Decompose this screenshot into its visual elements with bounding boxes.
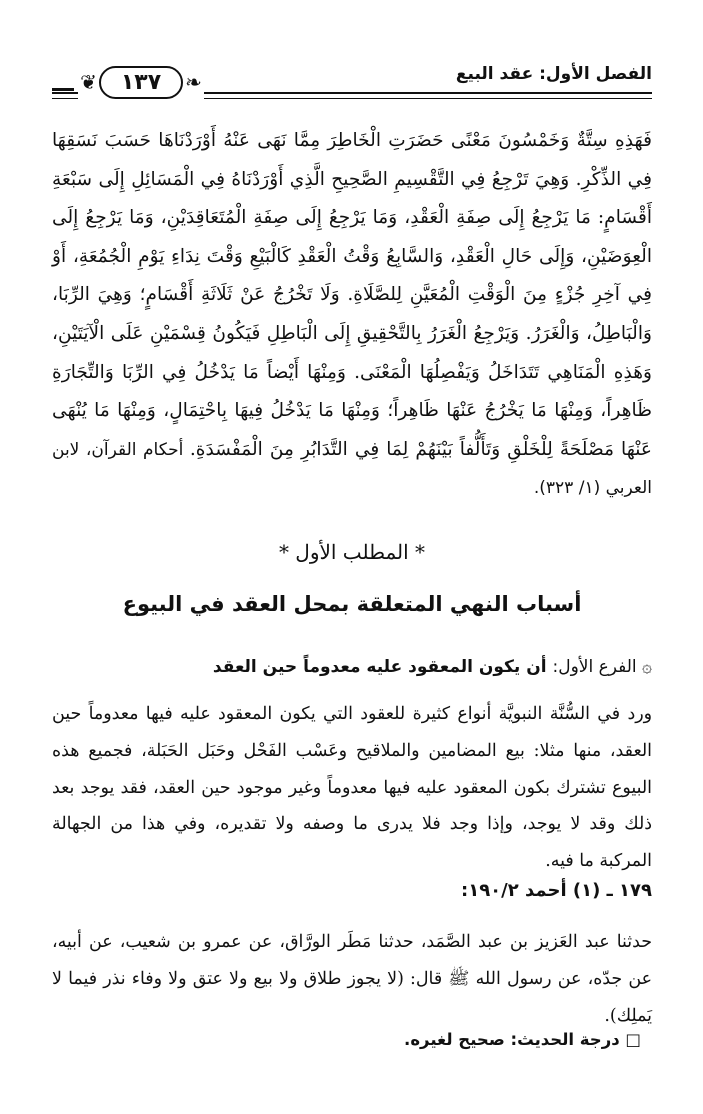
hadith-grade: □ درجة الحديث: صحيح لغيره.: [404, 1030, 641, 1049]
quoted-passage: [52, 122, 652, 508]
bullet-icon: ۞: [636, 657, 652, 677]
hadith-heading: ١٧٩ ـ (١) أحمد ١٩٠/٢:: [461, 880, 652, 901]
chapter-title: الفصل الأول: عقد البيع: [446, 64, 652, 84]
sub-heading: [213, 656, 652, 677]
page-header: [52, 58, 652, 108]
section-title: أسباب النهي المتعلقة بمحل العقد في البيوع: [122, 592, 582, 616]
header-dash: [52, 88, 74, 91]
paragraph-1: ورد في السُّنَّة النبويَّة أنواع كثيرة للعقود التي يكون المعقود عليه فيها معدوماً حين العقد، منها مثلا: بيع المضامين والملاقيح وعَسْب الفَحْل وحَبَل الحَبَلة، فجميع هذه البيوع تشترك بكون المعقود عليه فيها معدوماً وغير موجود حين العقد، فقد يوجد بعد ذلك وقد لا يوجد، وإذا وجد فلا يدرى ما وصفه ولا تقديره، وفي هذا من الجهالة المركبة ما فيه.: [52, 704, 652, 872]
ornament-leaf-icon: ❦: [80, 70, 97, 94]
quote-citation: أحكام القرآن، لابن العربي (١/ ٣٢٣).: [52, 439, 652, 499]
sub-heading-lead: الفرع الأول:: [552, 657, 637, 677]
page-number-frame: [78, 62, 204, 102]
section-label: * المطلب الأول *: [278, 540, 426, 564]
ornament-leaf-icon: ❧: [185, 70, 202, 94]
paragraph-2: حدثنا عبد العَزيز بن عبد الصَّمَد، حدثنا مَطَر الورَّاق، عن عمرو بن شعيب، عن أبيه، عن جدّه، عن رسول الله ﷺ قال: (لا يجوز طلاق ولا بيع ولا عتق ولا وفاء نذر فيما لا يَملِك).: [52, 932, 652, 1026]
page-number: ١٣٧: [99, 66, 183, 99]
sub-heading-title: أن يكون المعقود عليه معدوماً حين العقد: [212, 657, 553, 677]
quote-text: فَهَذِهِ سِتَّةٌ وَخَمْسُونَ مَعْنًى حَضَرَتِ الْخَاطِرَ مِمَّا نَهَى عَنْهُ أَوْرَدْنَاهَا حَسَبَ نَسَقِهَا فِي الذِّكْرِ. وَهِيَ تَرْجِعُ فِي التَّقْسِيمِ الصَّحِيحِ الَّذِي أَوْرَدْنَاهُ فِي الْمَسَائِلِ إِلَى سَبْعَةِ أَقْسَامٍ: مَا يَرْجِعُ إِلَى صِفَةِ الْعَقْدِ، وَمَا يَرْجِعُ إِلَى صِفَةِ الْمُتَعَاقِدَيْنِ، وَمَا يَرْجِعُ إِلَى الْعِوَضَيْنِ، وَإِلَى حَالِ الْعَقْدِ، وَالسَّابِعُ وَقْتُ الْعَقْدِ كَالْبَيْعِ وَقْتَ نِدَاءِ يَوْمِ الْجُمُعَةِ، أَوْ فِي آخِرِ جُزْءٍ مِنَ الْوَقْتِ الْمُعَيَّنِ لِلصَّلَاةِ. وَلَا تَخْرُجُ عَنْ ثَلَاثَةِ أَقْسَامٍ؛ وَهِيَ الرِّبَا، وَالْبَاطِلُ، وَالْغَرَرُ. وَيَرْجِعُ الْغَرَرُ بِالتَّحْقِيقِ إِلَى الْبَاطِلِ فَيَكُونُ قِسْمَيْنِ عَلَى الْآيَتَيْنِ، وَهَذِهِ الْمَنَاهِي تَتَدَاخَلُ وَيَفْصِلُهَا الْمَعْنَى. وَمِنْهَا أَيْضاً مَا يَدْخُلُ فِي الرِّبَا وَالتِّجَارَةِ ظَاهِراً، وَمِنْهَا مَا يَخْرُجُ عَنْهَا ظَاهِراً؛ وَمِنْهَا مَا يَدْخُلُ فِيهَا بِاحْتِمَالٍ، وَمِنْهَا مَا يُنْهَى عَنْهَا مَصْلَحَةً لِلْخَلْقِ وَتَأَلُّفاً بَيْنَهُمْ لِمَا فِي التَّدَابُرِ مِنَ الْمَفْسَدَةِ.: [52, 130, 652, 460]
